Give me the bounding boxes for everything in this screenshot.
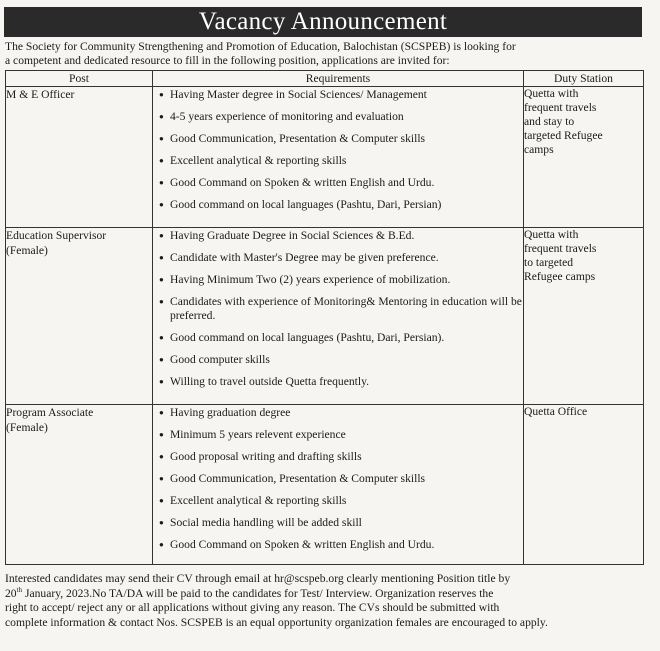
duty-station-line: Refugee camps: [524, 270, 596, 283]
post-cell: [6, 87, 153, 228]
requirement-item: ● Good command on local languages (Pashtu, Dari, Persian).: [159, 331, 523, 345]
post-cell: [6, 405, 153, 565]
requirement-item: ● Having Master degree in Social Sciences/ Management: [159, 88, 523, 102]
duty-station-line: Quetta Office: [524, 405, 588, 418]
footer-line: Interested candidates may send their CV through email at hr@scspeb.org clearly mentioning Position title by: [5, 572, 511, 585]
requirement-item: ● Excellent analytical & reporting skills: [159, 494, 523, 508]
duty-station-line: frequent travels: [524, 242, 597, 255]
requirement-item: ● Having Graduate Degree in Social Sciences & B.Ed.: [159, 229, 523, 243]
intro-paragraph: [5, 40, 645, 68]
footer-line: right to accept/ reject any or all applications without giving any reason. The CVs should be submitted with: [5, 601, 500, 614]
footer-line: [5, 587, 645, 602]
application-instructions: [5, 572, 645, 630]
requirements-cell: [153, 405, 524, 565]
intro-line: The Society for Community Strengthening and Promotion of Education, Balochistan (SCSPEB) is looking for: [5, 40, 516, 53]
header-requirements: Requirements: [153, 71, 524, 87]
duty-station-line: camps: [524, 143, 554, 156]
post-title: M & E Officer: [6, 88, 75, 101]
duty-station-line: Quetta with: [524, 228, 579, 241]
duty-station-cell: [524, 87, 644, 228]
requirements-list: [153, 405, 523, 552]
requirements-cell: [153, 228, 524, 405]
requirement-item: ● Good Command on Spoken & written English and Urdu.: [159, 176, 523, 190]
requirement-item: ● Having Minimum Two (2) years experience of mobilization.: [159, 273, 523, 287]
post-title: Education Supervisor: [6, 229, 107, 242]
requirements-cell: [153, 87, 524, 228]
requirement-item: ● Having graduation degree: [159, 406, 523, 420]
deadline-day-suffix: th: [16, 585, 23, 594]
requirement-item: ● Candidates with experience of Monitoring& Mentoring in education will be preferred.: [159, 295, 523, 323]
post-cell: [6, 228, 153, 405]
table-row: [6, 87, 644, 228]
deadline-day: 20: [5, 586, 17, 600]
intro-line: a competent and dedicated resource to fill in the following position, applications are invited for:: [5, 54, 450, 67]
requirements-list: [153, 228, 523, 389]
table-row: [6, 228, 644, 405]
footer-line-rest: January, 2023.No TA/DA will be paid to the candidates for Test/ Interview. Organization reserves the: [22, 586, 494, 600]
requirement-item: ● Willing to travel outside Quetta frequently.: [159, 375, 523, 389]
post-title: Program Associate: [6, 406, 94, 419]
post-qualifier: (Female): [6, 244, 48, 257]
requirement-item: ● Candidate with Master's Degree may be given preference.: [159, 251, 523, 265]
duty-station-line: Quetta with: [524, 87, 579, 100]
requirement-item: ● Social media handling will be added skill: [159, 516, 523, 530]
duty-station-line: to targeted: [524, 256, 574, 269]
requirement-item: ● Good Communication, Presentation & Computer skills: [159, 472, 523, 486]
header-post: Post: [6, 71, 153, 87]
header-duty-station: Duty Station: [524, 71, 644, 87]
positions-table: [5, 70, 644, 565]
post-qualifier: (Female): [6, 421, 48, 434]
table-header-row: [6, 71, 644, 87]
duty-station-cell: [524, 405, 644, 565]
footer-line: complete information & contact Nos. SCSPEB is an equal opportunity organization females are encouraged to apply.: [5, 615, 548, 629]
duty-station-line: targeted Refugee: [524, 129, 603, 142]
requirement-item: ● Minimum 5 years relevent experience: [159, 428, 523, 442]
duty-station-line: frequent travels: [524, 101, 597, 114]
table-row: [6, 405, 644, 565]
requirement-item: ● Good proposal writing and drafting skills: [159, 450, 523, 464]
announcement-title: Vacancy Announcement: [4, 7, 642, 37]
requirement-item: ● Good Communication, Presentation & Computer skills: [159, 132, 523, 146]
requirement-item: ● Good command on local languages (Pashtu, Dari, Persian): [159, 198, 523, 212]
duty-station-line: and stay to: [524, 115, 575, 128]
requirement-item: ● Excellent analytical & reporting skills: [159, 154, 523, 168]
requirement-item: ● 4-5 years experience of monitoring and evaluation: [159, 110, 523, 124]
requirement-item: ● Good Command on Spoken & written English and Urdu.: [159, 538, 523, 552]
requirements-list: [153, 87, 523, 212]
requirement-item: ● Good computer skills: [159, 353, 523, 367]
duty-station-cell: [524, 228, 644, 405]
